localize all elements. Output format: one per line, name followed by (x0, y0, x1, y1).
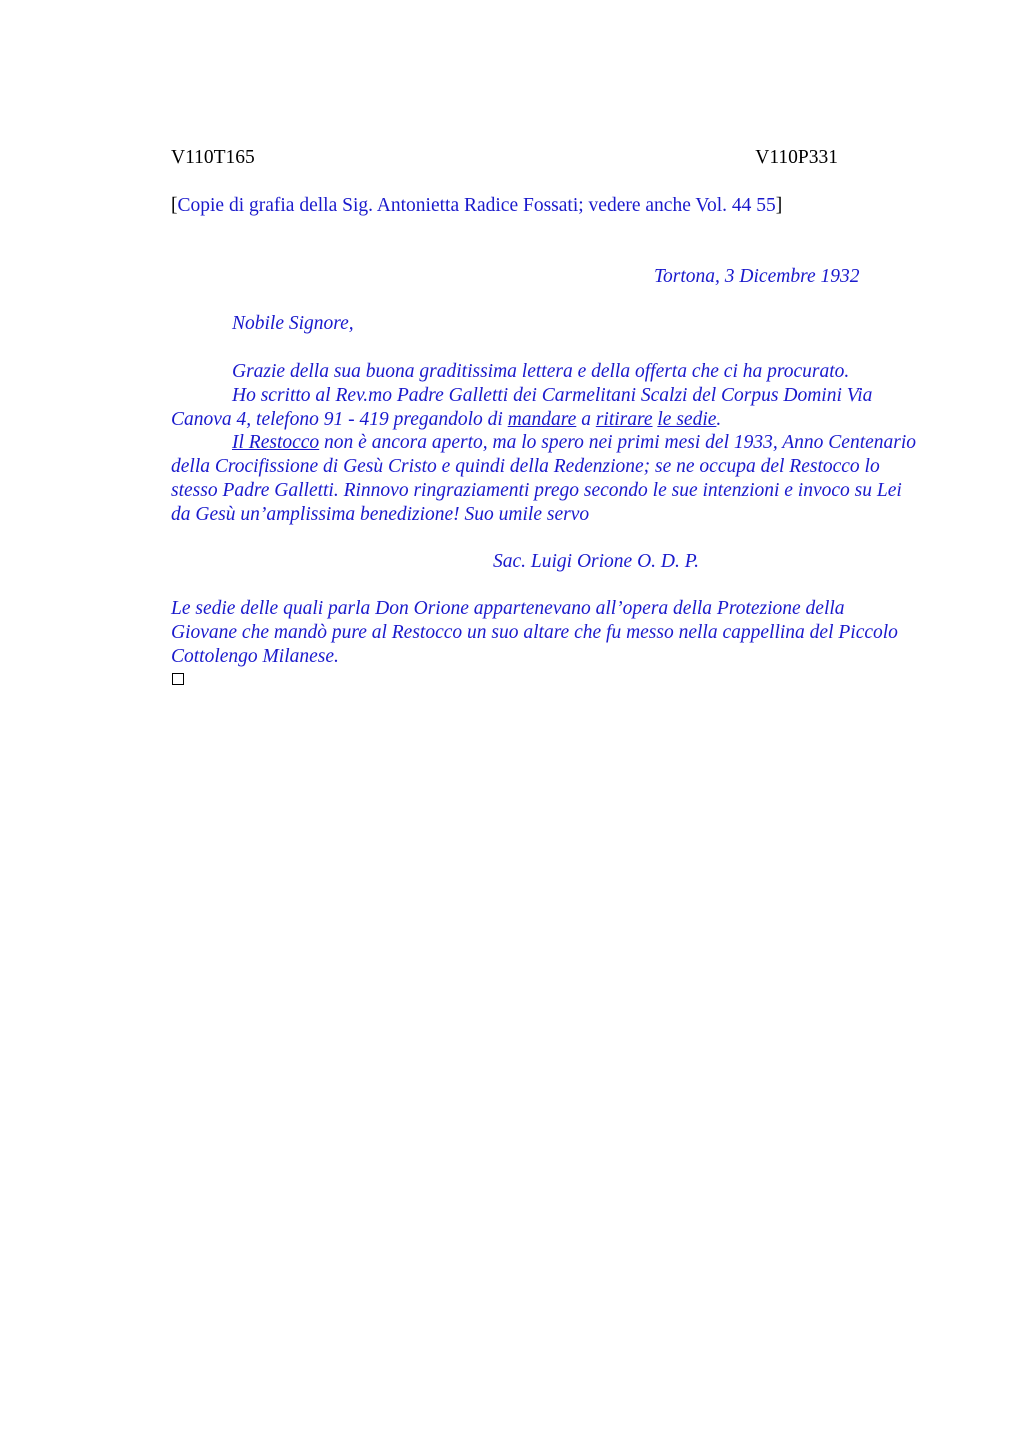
code-left: V110T165 (171, 147, 255, 168)
bracket-close: ] (775, 195, 783, 216)
underlined-le-sedie: le sedie (657, 408, 717, 430)
underlined-il-restocco: Il Restocco (232, 432, 320, 454)
paragraph-3-text: non è ancora aperto, ma lo spero nei primi mesi del 1933, Anno Centenario della Crocifissione di Gesù Cristo e quindi della Redenzione; se ne occupa del Restocco lo stesso Padre Galletti. Rinnovo ringraziamenti prego secondo le sue intenzioni e invoco su Lei da Gesù un’amplissima benedizione! Suo umile servo (171, 432, 917, 525)
end-of-document-box-icon (172, 673, 184, 685)
source-note (171, 194, 782, 218)
letter-paragraph-2 (171, 384, 921, 432)
code-right: V110P331 (755, 147, 838, 168)
letter-salutation: Nobile Signore, (232, 313, 354, 334)
letter-date: Tortona, 3 Dicembre 1932 (654, 266, 860, 287)
paragraph-2-text-a: Ho scritto al Rev.mo Padre Galletti dei Carmelitani Scalzi del Corpus Domini Via Canova 4, telefono 91 - 419 pregandolo di (171, 384, 873, 430)
paragraph-2-text-b: a (576, 408, 596, 430)
letter-body (171, 360, 921, 527)
underlined-mandare: mandare (507, 408, 577, 430)
editorial-footnote: Le sedie delle quali parla Don Orione appartenevano all’opera della Protezione della Giovane che mandò pure al Restocco un suo altare che fu messo nella cappellina del Piccolo Cottolengo Milanese. (171, 598, 898, 667)
underlined-ritirare: ritirare (595, 408, 653, 430)
letter-signature: Sac. Luigi Orione O. D. P. (493, 551, 700, 572)
paragraph-2-text-d: . (716, 408, 722, 430)
letter-paragraph-3 (171, 431, 921, 526)
bracket-open: [ (171, 195, 178, 216)
letter-paragraph-1: Grazie della sua buona graditissima lettera e della offerta che ci ha procurato. (232, 361, 850, 382)
source-note-text: Copie di grafia della Sig. Antonietta Radice Fossati; vedere anche Vol. 44 55 (177, 195, 776, 216)
